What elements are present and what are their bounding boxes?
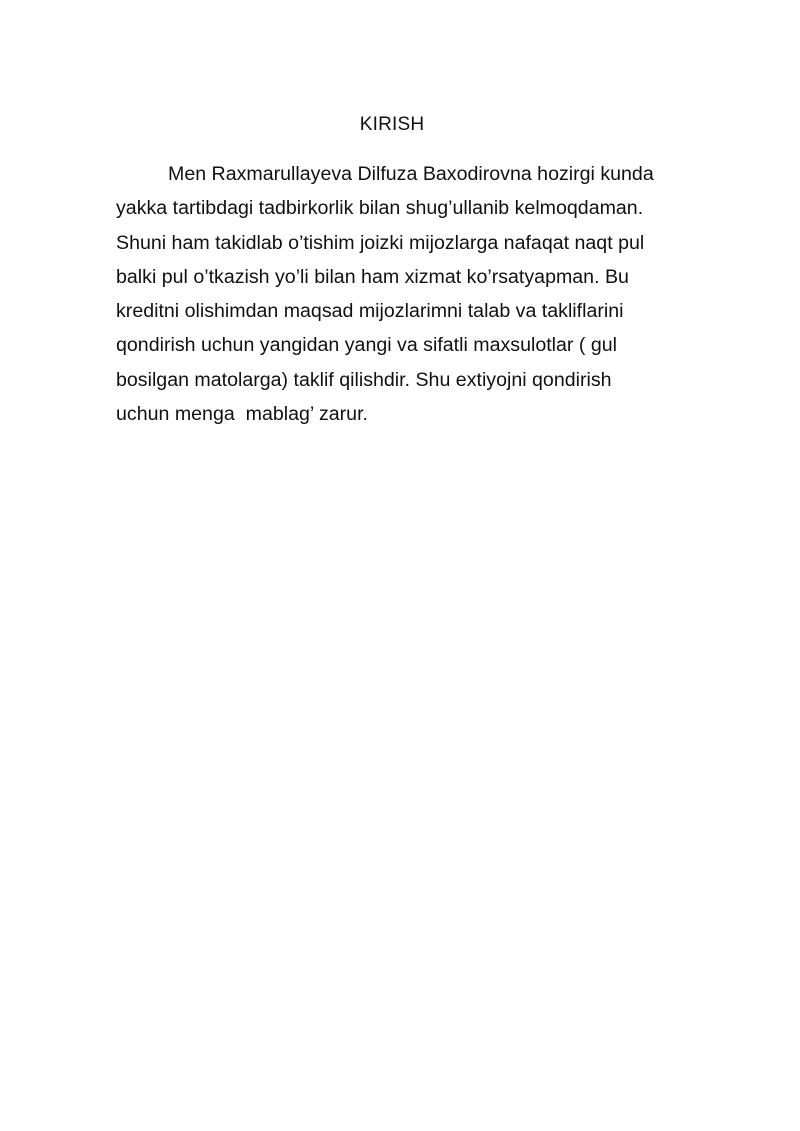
- body-paragraph: [116, 157, 716, 431]
- paragraph-line: qondirish uchun yangidan yangi va sifatli maxsulotlar ( gul: [116, 334, 618, 357]
- paragraph-line: balki pul o’tkazish yo’li bilan ham xizmat ko’rsatyapman. Bu: [116, 265, 629, 288]
- paragraph-line: Shuni ham takidlab o’tishim joizki mijozlarga nafaqat naqt pul: [116, 231, 645, 254]
- paragraph-line: bosilgan matolarga) taklif qilishdir. Shu extiyojni qondirish: [116, 368, 612, 391]
- paragraph-line: kreditni olishimdan maqsad mijozlarimni talab va takliflarini: [116, 300, 624, 323]
- page-title: KIRISH: [359, 114, 425, 135]
- paragraph-line: uchun menga mablag’ zarur.: [116, 403, 368, 426]
- paragraph-line: yakka tartibdagi tadbirkorlik bilan shug’ullanib kelmoqdaman.: [116, 197, 644, 220]
- paragraph-line: Men Raxmarullayeva Dilfuza Baxodirovna hozirgi kunda: [168, 163, 654, 185]
